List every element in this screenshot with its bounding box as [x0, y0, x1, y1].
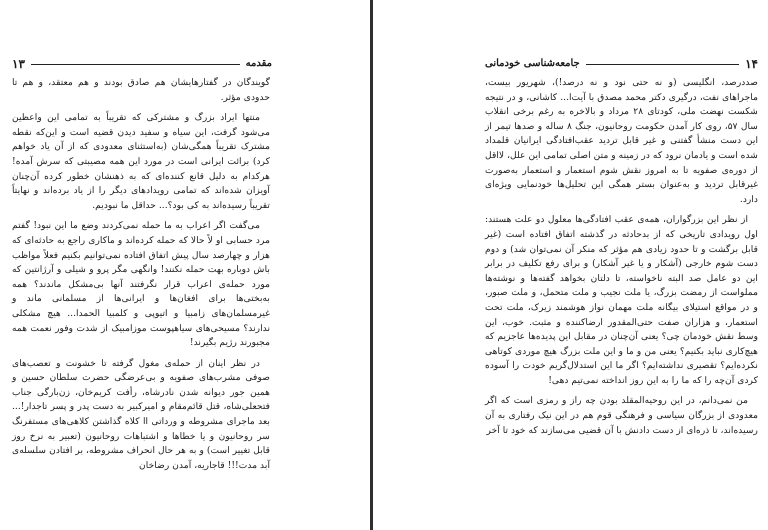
left-page [0, 0, 370, 530]
paragraph: گویندگان در گفتارهایشان هم صادق بودند و هم معتقد، و هم تا حدودی مؤثر. [12, 77, 270, 103]
right-body-text [485, 76, 758, 444]
right-header-title: جامعه‌شناسی خودمانی [485, 58, 580, 69]
paragraph: منتها ایراد بزرگ و مشترکی که تقریباً به تمامی این واعظین می‌شود گرفت، این سیاه و سفید دیدن قضیه است و این‌که نقطه مشترک تقریباً همگی‌شان (به‌استثنای معدودی که از آن یاد خواهم کرد) برائت ایرانی است در مورد این همه مصیبتی که سرش آمده! هرکدام به دلیل قانع کننده‌ای که به ذهنشان خطور کرده آن‌چنان آویزان شده‌اند که تمامی رویدادهای دیگر را از یاد برده‌اند و نهایتاً تقریباً رسیده‌اند به کی بود؟... حداقل ما نبودیم. [12, 112, 270, 211]
header-rule [586, 64, 739, 65]
left-header-title: مقدمه [245, 58, 272, 69]
paragraph: در نظر اینان از حمله‌ی مغول گرفته تا خشونت و تعصب‌های صوفی مشرب‌های صفویه و بی‌عرضگی حضرت سلطان حسین و همین جور دیوانه شدن نادرشاه، رأفت کریم‌خان، زن‌بارگی جناب فتحعلی‌شاه، قتل قائم‌مقام و امیرکبیر به دست پدر و پسر تاجدار!... بعد ماجرای مشروطه و ورداتی اا کلاه گذاشتن کلاهی‌های مستفرنگ سر روحانیون و یا خطاها و اشتباهات روحانیون (تعبیر به نرخ روز قابل تغییر است) و به هر حال انحراف مشروطه، بر افتادن سلسله‌ی آبد مدت!!! قاجاریه، آمدن رضاخان [12, 357, 270, 471]
paragraph: صددرصد، انگلیسی (و نه حتی نود و نه درصد!)، شهریور بیست، ماجراهای نفت، درگیری دکتر محمد مصدق با آیت‌ا... کاشانی، و در نتیجه شکست نهضت ملی، کودتای ۲۸ مرداد و بالاخره به رغم برخی انقلاب سال ۵۷، روی کار آمدن حکومت روحانیون، جنگ ۸ ساله و صدها تیمر از این دست منشأ گفتنی و غیر قابل تردید عقب‌افتادگی ایرانیان قلمداد شده است و یادمان نرود که در زمینه و متن اصلی تمامی این علل، لااقل از دوره‌ی صفویه تا به امروز نقش شوم استعمار و استعمار به‌صورت غیرقابل تردید و به‌عنوان بستر همگی این تحلیل‌ها خودنمایی ویژه‌ای دارد. [485, 77, 758, 205]
header-rule [31, 64, 240, 65]
right-running-header [485, 56, 758, 72]
right-page-number: ۱۴ [745, 57, 758, 71]
right-page [373, 0, 768, 530]
left-body-text [12, 76, 270, 479]
paragraph: من نمی‌دانم، در این روحیه‌المقلد بودن چه راز و رمزی است که اگر معدودی از بزرگان سیاسی و فرهنگی قوم هم در این نیک رفتاری به آن رسیده‌اند، تا ذره‌ای از دست دادنش با آن قضیی می‌سازند که خود تا آخر [485, 395, 758, 436]
paragraph: می‌گفت اگر اعراب به ما حمله نمی‌کردند وضع ما این نبود! گفتم مرد حسابی او لاً حالا که حمله کرده‌اند و ماکاری راجع به حادثه‌ای که هزار و چهارصد سال پیش اتفاق افتاده نمی‌توانیم بکنیم فعلاً مواظب باش دوباره بهت حمله نکنند! وانگهی مگر پرو و شیلی و آرژانتین که مورد حمله‌ی اعراب قرار نگرفتند آنها بی‌مشکل ماندند؟ همه به‌بختی‌ها برای افغان‌ها و ایرانی‌ها از مسلمانی ماند و غیرمسلمان‌های زامبیا و اتیوپی و کلمبیا الحمدا... هیچ مشکلی ندارند؟ مسیحی‌های سیاهپوست موزامبیک از شدت وفور نعمت همه مجبورند رژیم بگیرند! [12, 220, 270, 349]
left-page-number: ۱۳ [12, 57, 25, 71]
paragraph: از نظر این بزرگواران، همه‌ی عقب افتادگی‌ها معلول دو علت هستند: اول رویدادی تاریخی که از بدحادثه در گذشته اتفاق افتاده است (غیر قابل برگشت و تا حدود زیادی هم مؤثر که منکر آن نمی‌توان شد) و دوم دست شوم خارجی (آشکار و یا غیر آشکار) و برای رفع تکلیف در برابر این دو عامل صد البته ناخواسته، تا دلتان بخواهد گفته‌ها و نوشته‌ها مملواست از رمضت بزرگ، یا ملت نجیب و ملت متحمل، و ملت صبور، و در مواقع استیلای بیگانه ملت مهمان نواز هوشمند زیرک، ملت تحت استعمار، و هزاران صفت حتی‌المقدور ارضاکننده و مثبت. خوب، این وسط نقش خودمان چی؟ یعنی آن‌چنان در مقابل این پدیده‌ها عاجزیم که هیچ‌کاری نباید بکنیم؟ یعنی من و ما و این ملت بزرگ هیچ موردی کوتاهی نکرده‌ایم؟ تقصیری نداشته‌ایم؟ اگر ما این استدلال‌گریم خودت را آسوده کردی آن‌چه را که ما را به این روز انداخته نمی‌تیم دهی! [485, 214, 758, 386]
left-running-header [12, 56, 272, 72]
